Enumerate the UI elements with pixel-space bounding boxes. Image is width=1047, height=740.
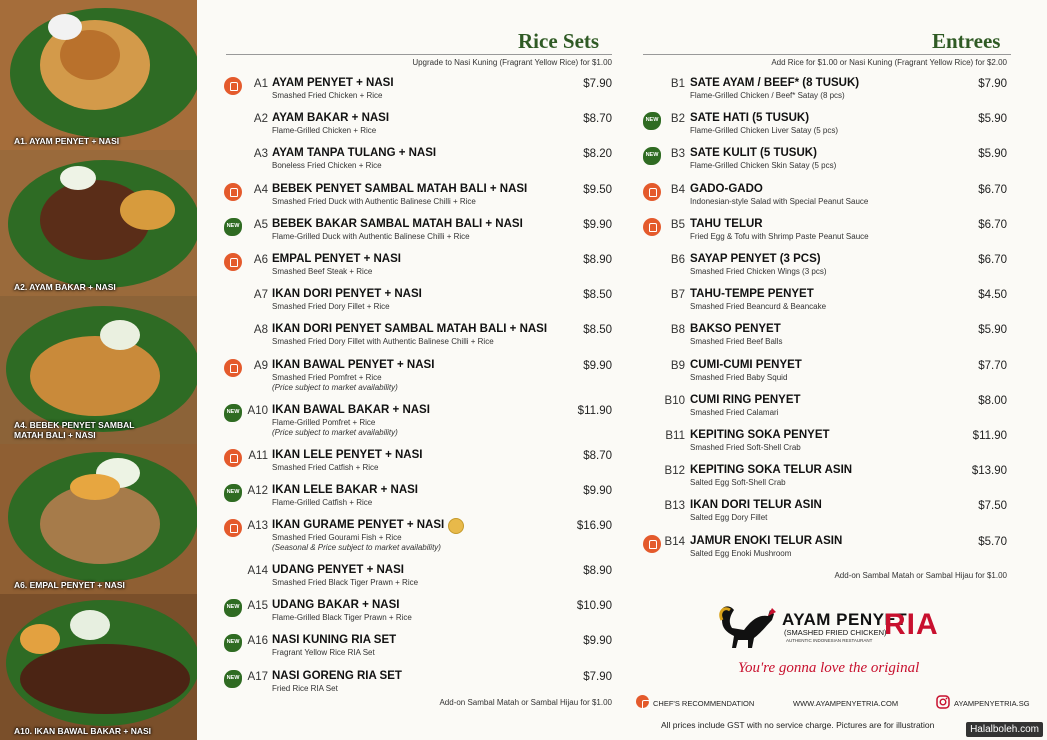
brand-subtitle: (SMASHED FRIED CHICKEN): [784, 628, 887, 637]
item-name: IKAN DORI TELUR ASIN: [690, 499, 822, 512]
rice-set-item: [224, 357, 612, 391]
photo-a10: [0, 594, 197, 740]
chef-recommendation-icon: [224, 359, 242, 377]
entree-item: [643, 251, 1007, 285]
new-badge-icon: [224, 218, 242, 236]
photo-a1: [0, 0, 197, 150]
item-code: B13: [664, 500, 685, 513]
item-name: IKAN BAWAL BAKAR + NASI: [272, 403, 430, 416]
item-price: $5.90: [978, 324, 1007, 337]
entree-item: [643, 497, 1007, 531]
rice-set-item: [224, 251, 612, 285]
item-code: A9: [253, 359, 268, 372]
chef-recommendation-icon: [224, 519, 242, 537]
item-description: Fried Rice RIA Set: [272, 683, 338, 693]
photo-caption: A2. AYAM BAKAR + NASI: [14, 282, 116, 292]
item-price: $8.90: [583, 565, 612, 577]
item-name: SATE AYAM / BEEF* (8 TUSUK): [690, 77, 860, 89]
item-code: B3: [670, 148, 685, 161]
rooster-icon: [714, 600, 780, 652]
chef-recommendation-icon: [643, 218, 661, 236]
item-price: $11.90: [972, 430, 1007, 442]
chef-recommendation-label: CHEF'S RECOMMENDATION: [653, 699, 755, 708]
item-description: Flame-Grilled Chicken / Beef* Satay (8 pcs): [690, 91, 845, 100]
item-price: $13.90: [971, 465, 1007, 478]
item-price: $6.70: [978, 183, 1007, 196]
chef-recommendation-icon: [636, 695, 649, 708]
item-description: Boneless Fried Chicken + Rice: [272, 161, 382, 171]
item-price: $8.90: [583, 254, 612, 266]
photo-caption: A1. AYAM PENYET + NASI: [14, 136, 120, 146]
item-description: Salted Egg Soft-Shell Crab: [690, 478, 786, 488]
rice-sets-upgrade-note: Upgrade to Nasi Kuning (Fragrant Yellow Rice) for $1.00: [412, 58, 612, 67]
chef-recommendation-icon: [224, 183, 242, 201]
item-code: A3: [253, 148, 268, 161]
item-name: AYAM PENYET + NASI: [272, 77, 394, 89]
price-disclaimer: All prices include GST with no service charge. Pictures are for illustration: [661, 720, 935, 730]
rice-set-item: [224, 447, 612, 481]
item-price: $8.70: [583, 113, 612, 126]
item-name: UDANG PENYET + NASI: [272, 564, 404, 576]
item-code: A14: [247, 565, 268, 577]
entree-item: [643, 462, 1007, 496]
entree-item: [643, 392, 1007, 426]
item-name: IKAN LELE BAKAR + NASI: [272, 483, 418, 496]
entrees-title: Entrees: [932, 29, 1001, 53]
photo-a6: [0, 444, 197, 594]
item-description: Fried Egg & Tofu with Shrimp Paste Peanut Sauce: [690, 231, 869, 241]
entree-item: [643, 321, 1007, 355]
item-price: $6.70: [978, 218, 1007, 231]
entrees-upgrade-note: Add Rice for $1.00 or Nasi Kuning (Fragrant Yellow Rice) for $2.00: [771, 58, 1007, 67]
item-name: BEBEK BAKAR SAMBAL MATAH BALI + NASI: [272, 217, 523, 230]
item-code: A11: [248, 449, 268, 462]
chef-recommendation-icon: [224, 449, 242, 467]
entree-item: [643, 427, 1007, 461]
item-description: Flame-Grilled Chicken Liver Satay (5 pcs): [690, 126, 839, 136]
item-code: B9: [670, 359, 685, 372]
item-description: Smashed Fried Soft-Shell Crab: [690, 443, 801, 452]
chef-recommendation-icon: [643, 535, 661, 553]
item-code: A15: [247, 600, 268, 613]
rice-set-item: [224, 482, 612, 516]
item-description: Flame-Grilled Duck with Authentic Balinese Chilli + Rice: [272, 231, 470, 241]
rice-set-item: [224, 562, 612, 596]
item-name: GADO-GADO: [690, 182, 763, 195]
brand-ria: RIA: [884, 608, 939, 641]
item-description: Fragrant Yellow Rice RIA Set: [272, 648, 375, 658]
rice-sets-title: Rice Sets: [518, 29, 600, 53]
entree-item: [643, 286, 1007, 320]
brand-tagline: You're gonna love the original: [738, 660, 920, 676]
item-name: TAHU TELUR: [690, 217, 763, 230]
item-price: $7.70: [978, 359, 1007, 372]
item-code: A10: [247, 404, 268, 417]
item-description: Smashed Fried Chicken + Rice: [272, 91, 383, 100]
new-badge-icon: [643, 112, 661, 130]
instagram-icon: [936, 695, 950, 709]
item-price: $9.50: [583, 183, 612, 196]
rice-sets-divider: [226, 54, 612, 55]
item-price: $9.90: [583, 359, 612, 372]
item-code: A5: [253, 218, 268, 231]
item-name: SAYAP PENYET (3 PCS): [690, 253, 821, 265]
entree-item: [643, 75, 1007, 109]
item-name: CUMI-CUMI PENYET: [690, 358, 802, 371]
rice-set-item: [224, 181, 612, 215]
item-code: A16: [247, 635, 268, 648]
item-description: Salted Egg Enoki Mushroom: [690, 548, 792, 558]
photo-a4: [0, 296, 197, 444]
item-price: $8.50: [583, 289, 612, 302]
item-price: $5.70: [978, 535, 1007, 548]
item-name: TAHU-TEMPE PENYET: [690, 288, 814, 301]
item-price: $8.00: [978, 394, 1007, 407]
chef-recommendation-icon: [643, 183, 661, 201]
new-badge-icon: [224, 599, 242, 617]
item-description: Smashed Fried Beef Balls: [690, 337, 783, 347]
item-description: Flame-Grilled Pomfret + Rice: [272, 417, 376, 427]
entree-item: [643, 145, 1007, 179]
item-code: B1: [670, 78, 685, 90]
rice-set-item: [224, 632, 612, 666]
seasonal-seal-icon: [448, 518, 464, 534]
item-description: Smashed Fried Calamari: [690, 407, 779, 417]
item-name: KEPITING SOKA PENYET: [690, 429, 830, 441]
item-description: Flame-Grilled Chicken Skin Satay (5 pcs): [690, 161, 837, 171]
rice-set-item: [224, 75, 612, 109]
rice-set-item: [224, 402, 612, 436]
item-name: SATE HATI (5 TUSUK): [690, 112, 810, 125]
item-code: B14: [664, 535, 685, 548]
rice-set-item: [224, 668, 612, 702]
item-description: Salted Egg Dory Fillet: [690, 513, 768, 523]
entree-item: [643, 357, 1007, 391]
photo-caption: A10. IKAN BAWAL BAKAR + NASI: [14, 726, 152, 736]
entrees-addon-note: Add-on Sambal Matah or Sambal Hijau for $1.00: [834, 571, 1007, 580]
item-description: Smashed Fried Black Tiger Prawn + Rice: [272, 578, 419, 587]
item-price: $8.20: [583, 148, 612, 161]
rice-set-item: [224, 597, 612, 631]
item-name: NASI KUNING RIA SET: [272, 634, 397, 647]
item-name: AYAM BAKAR + NASI: [272, 112, 390, 125]
item-name: UDANG BAKAR + NASI: [272, 599, 400, 612]
item-name: IKAN DORI PENYET SAMBAL MATAH BALI + NASI: [272, 323, 548, 336]
item-code: B7: [670, 289, 685, 302]
item-code: A12: [247, 484, 268, 497]
new-badge-icon: [224, 634, 242, 652]
item-name: CUMI RING PENYET: [690, 393, 801, 406]
item-price: $8.50: [583, 324, 612, 337]
item-name: NASI GORENG RIA SET: [272, 669, 402, 682]
item-description: Flame-Grilled Black Tiger Prawn + Rice: [272, 613, 412, 623]
website-link[interactable]: WWW.AYAMPENYETRIA.COM: [793, 699, 899, 708]
item-price: $16.90: [576, 520, 612, 532]
instagram-handle[interactable]: AYAMPENYETRIA.SG: [954, 699, 1030, 708]
item-description: Smashed Fried Dory Fillet with Authentic Balinese Chilli + Rice: [272, 337, 494, 347]
photo-column: [0, 0, 197, 740]
rice-set-item: [224, 321, 612, 355]
item-note: (Seasonal & Price subject to market availability): [272, 543, 441, 552]
item-name: IKAN LELE PENYET + NASI: [272, 448, 423, 461]
item-description: Smashed Fried Beancurd & Beancake: [690, 302, 827, 312]
item-code: B5: [670, 218, 685, 231]
item-description: Smashed Fried Gourami Fish + Rice: [272, 533, 402, 542]
item-price: $9.90: [583, 635, 612, 648]
item-description: Smashed Fried Duck with Authentic Balinese Chilli + Rice: [272, 196, 476, 206]
photo-caption: A4. BEBEK PENYET SAMBAL MATAH BALI + NASI: [14, 420, 135, 440]
item-name: EMPAL PENYET + NASI: [272, 253, 401, 265]
item-code: B4: [670, 183, 685, 196]
item-description: Flame-Grilled Chicken + Rice: [272, 126, 377, 136]
photo-a2: [0, 150, 197, 296]
brand-sub2: AUTHENTIC INDONESIAN RESTAURANT: [786, 638, 873, 643]
photo-caption: A6. EMPAL PENYET + NASI: [14, 580, 125, 590]
item-description: Smashed Fried Baby Squid: [690, 372, 788, 382]
item-name: KEPITING SOKA TELUR ASIN: [690, 464, 853, 477]
item-name: IKAN DORI PENYET + NASI: [272, 288, 422, 301]
entree-item: [643, 110, 1007, 144]
item-price: $7.50: [978, 500, 1007, 513]
item-price: $7.90: [583, 78, 612, 90]
item-name: IKAN BAWAL PENYET + NASI: [272, 358, 435, 371]
watermark: Halalboleh.com: [966, 722, 1043, 737]
item-code: A17: [247, 670, 268, 683]
item-code: B6: [670, 254, 685, 266]
entrees-divider: [643, 54, 1011, 55]
entree-item: [643, 533, 1007, 567]
item-price: $11.90: [577, 404, 612, 417]
item-code: B11: [665, 430, 685, 442]
item-price: $8.70: [583, 449, 612, 462]
item-code: A4: [253, 183, 268, 196]
item-code: A2: [253, 113, 268, 126]
item-price: $5.90: [978, 148, 1007, 161]
item-price: $9.90: [583, 484, 612, 497]
item-description: Smashed Fried Chicken Wings (3 pcs): [690, 267, 827, 276]
rice-set-item: [224, 286, 612, 320]
item-code: A13: [247, 520, 268, 532]
new-badge-icon: [224, 670, 242, 688]
item-name: JAMUR ENOKI TELUR ASIN: [690, 534, 843, 547]
item-name: AYAM TANPA TULANG + NASI: [272, 147, 437, 160]
item-price: $7.90: [583, 670, 612, 683]
brand-name: AYAM PENYET: [782, 610, 908, 629]
item-description: Smashed Fried Pomfret + Rice: [272, 372, 382, 382]
item-code: B2: [670, 113, 685, 126]
item-name: IKAN GURAME PENYET + NASI: [272, 519, 445, 531]
item-description: Smashed Beef Steak + Rice: [272, 267, 373, 276]
item-code: B12: [664, 465, 685, 478]
rice-sets-addon-note: Add-on Sambal Matah or Sambal Hijau for $1.00: [439, 698, 612, 707]
rice-set-item: [224, 216, 612, 250]
new-badge-icon: [224, 484, 242, 502]
entree-item: [643, 181, 1007, 215]
item-price: $6.70: [978, 254, 1007, 266]
chef-recommendation-icon: [224, 77, 242, 95]
item-name: BAKSO PENYET: [690, 323, 781, 336]
item-note: (Price subject to market availability): [272, 382, 398, 392]
item-code: A1: [253, 78, 268, 90]
item-description: Smashed Fried Catfish + Rice: [272, 462, 379, 472]
new-badge-icon: [643, 147, 661, 165]
item-name: BEBEK PENYET SAMBAL MATAH BALI + NASI: [272, 182, 528, 195]
item-note: (Price subject to market availability): [272, 427, 398, 437]
rice-set-item: [224, 145, 612, 179]
new-badge-icon: [224, 404, 242, 422]
item-price: $10.90: [576, 600, 612, 613]
rice-set-item: [224, 110, 612, 144]
entree-item: [643, 216, 1007, 250]
item-code: B8: [670, 324, 685, 337]
item-description: Flame-Grilled Catfish + Rice: [272, 497, 373, 507]
item-description: Indonesian-style Salad with Special Peanut Sauce: [690, 196, 869, 206]
item-description: Smashed Fried Dory Fillet + Rice: [272, 302, 390, 312]
item-price: $9.90: [583, 218, 612, 231]
item-code: A7: [253, 289, 268, 302]
item-name: SATE KULIT (5 TUSUK): [690, 147, 817, 160]
rice-set-item: [224, 517, 612, 551]
item-code: A8: [253, 324, 268, 337]
item-price: $5.90: [978, 113, 1007, 126]
item-price: $4.50: [978, 289, 1007, 302]
item-code: B10: [664, 394, 685, 407]
item-code: A6: [253, 254, 268, 266]
chef-recommendation-icon: [224, 253, 242, 271]
item-price: $7.90: [978, 78, 1007, 90]
